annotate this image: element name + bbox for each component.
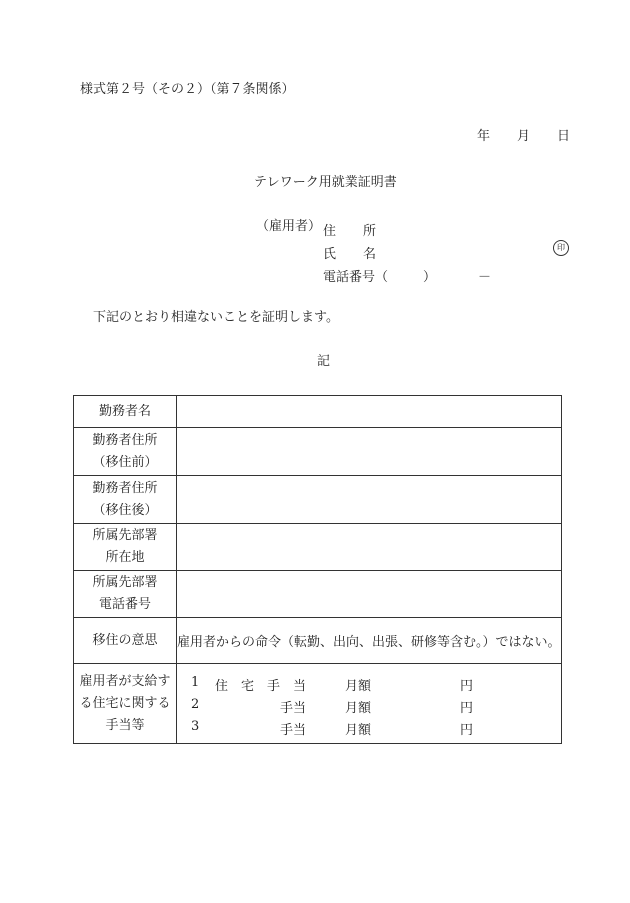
date-month-label: 月 [517,129,531,144]
allowance-item-1-name: 住 宅 手 当 [215,678,307,694]
worker-name-label: 勤務者名 [74,396,177,428]
table-row-office-phone [74,571,562,618]
ki-label: 記 [317,354,331,369]
intent-value: 雇用者からの命令（転勤、出向、出張、研修等含む。）ではない。 [177,618,562,664]
table-row-address-before [74,428,562,476]
allowance-item-1-number: 1 [191,674,200,690]
document-title: テレワーク用就業証明書 [254,175,397,190]
allowance-item-2 [177,693,561,715]
allowance-item-2-suffix: 手当 [280,700,307,716]
certification-statement: 下記のとおり相違ないことを証明します。 [93,310,339,325]
allowance-item-2-yen: 円 [460,700,474,716]
intent-label: 移住の意思 [74,618,177,664]
address-before-label: 勤務者住所 （移住前） [74,428,177,476]
table-row-intent [74,618,562,664]
allowance-item-3-monthly-label: 月額 [345,722,372,738]
allowance-item-3-yen: 円 [460,722,474,738]
address-after-label: 勤務者住所 （移住後） [74,476,177,524]
employer-phone-label: 電話番号（ [323,270,389,285]
office-phone-label: 所属先部署 電話番号 [74,571,177,618]
employer-phone-dash: － [478,270,492,285]
table-row-worker-name [74,396,562,428]
office-location-field[interactable] [177,524,562,571]
allowance-item-3 [177,715,561,737]
employer-name-label-2: 名 [363,247,377,262]
allowance-item-3-suffix: 手当 [280,722,307,738]
employer-address-label-2: 所 [363,224,377,239]
employer-label: （雇用者） [256,219,322,234]
allowance-item-3-number: 3 [191,718,200,734]
address-after-field[interactable] [177,476,562,524]
office-phone-field[interactable] [177,571,562,618]
table-row-address-after [74,476,562,524]
seal-icon: 印 [553,240,569,256]
housing-allowance-label: 雇用者が支給す る住宅に関する 手当等 [74,664,177,744]
worker-name-field[interactable] [177,396,562,428]
table-row-office-location [74,524,562,571]
date-day-label: 日 [557,129,571,144]
form-number: 様式第２号（その２）（第７条関係） [80,82,295,97]
housing-allowance-items [177,664,562,744]
table-row-housing-allowance [74,664,562,744]
allowance-item-2-monthly-label: 月額 [345,700,372,716]
office-location-label: 所属先部署 所在地 [74,524,177,571]
allowance-item-1-monthly-label: 月額 [345,678,372,694]
allowance-item-1 [177,671,561,693]
address-before-field[interactable] [177,428,562,476]
date-year-label: 年 [477,129,491,144]
certificate-table [73,395,562,744]
employer-address-label-1: 住 [323,224,337,239]
employer-phone-close: ） [423,270,437,285]
allowance-item-1-yen: 円 [460,678,474,694]
employer-name-label-1: 氏 [323,247,337,262]
allowance-item-2-number: 2 [191,696,200,712]
